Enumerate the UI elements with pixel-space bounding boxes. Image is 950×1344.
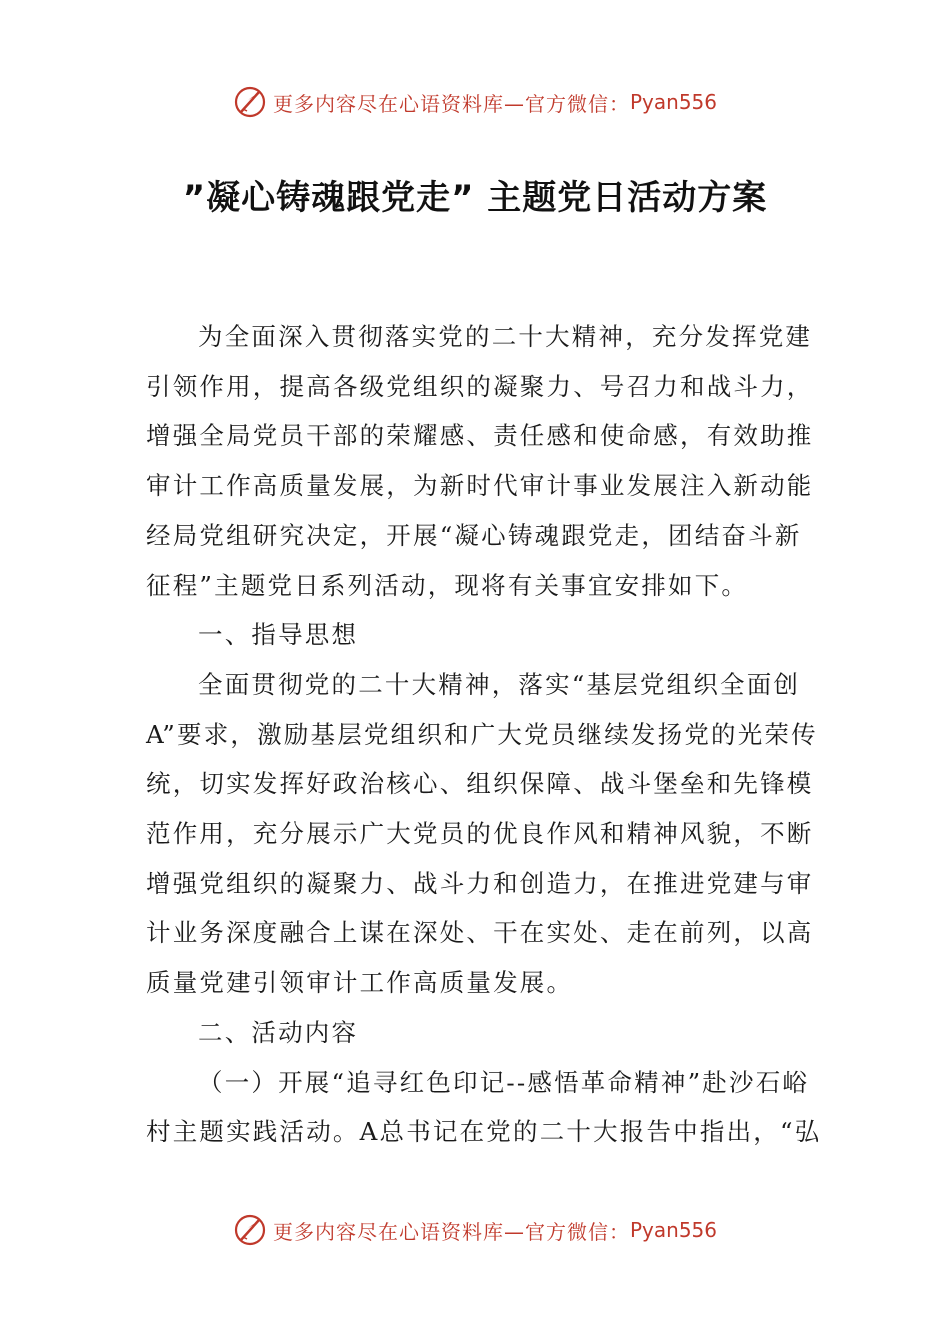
- body-line: 村主题实践活动。A总书记在党的二十大报告中指出，“弘: [146, 1117, 822, 1147]
- body-line: 全面贯彻党的二十大精神，落实“基层党组织全面创: [198, 669, 801, 699]
- document-body: [146, 312, 822, 1157]
- body-line: 经局党组研究决定，开展“凝心铸魂跟党走，团结奋斗新: [146, 520, 802, 550]
- quill-logo-icon: [233, 85, 267, 119]
- watermark-text: 更多内容尽在心语资料库—官方微信：: [272, 91, 630, 116]
- watermark-header: [0, 82, 950, 122]
- watermark-handle: Pyan556: [629, 90, 717, 114]
- body-line: 一、指导思想: [198, 620, 359, 650]
- body-line: 质量党建引领审计工作高质量发展。: [146, 968, 574, 998]
- body-line: A”要求，激励基层党组织和广大党员继续发扬党的光荣传: [146, 719, 818, 749]
- body-line: 引领作用，提高各级党组织的凝聚力、号召力和战斗力，: [146, 371, 814, 401]
- body-line: 增强全局党员干部的荣耀感、责任感和使命感，有效助推: [146, 421, 814, 451]
- page-title: ”凝心铸魂跟党走” 主题党日活动方案: [182, 178, 768, 218]
- watermark-footer: [0, 1210, 950, 1250]
- body-line: 范作用，充分展示广大党员的优良作风和精神风貌，不断: [146, 819, 814, 849]
- body-line: 为全面深入贯彻落实党的二十大精神，充分发挥党建: [198, 322, 813, 351]
- body-line: 统，切实发挥好政治核心、组织保障、战斗堡垒和先锋模: [146, 769, 814, 799]
- body-line: 增强党组织的凝聚力、战斗力和创造力，在推进党建与审: [146, 868, 814, 898]
- quill-logo-icon: [233, 1213, 267, 1247]
- body-line: 审计工作高质量发展，为新时代审计事业发展注入新动能: [146, 471, 814, 501]
- body-line: 二、活动内容: [198, 1017, 359, 1047]
- watermark-handle: Pyan556: [629, 1218, 717, 1242]
- body-line: （一）开展“追寻红色印记--感悟革命精神”赴沙石峪: [198, 1067, 810, 1097]
- body-line: 征程”主题党日系列活动，现将有关事宜安排如下。: [146, 570, 749, 600]
- body-line: 计业务深度融合上谋在深处、干在实处、走在前列，以高: [146, 918, 814, 948]
- watermark-text: 更多内容尽在心语资料库—官方微信：: [272, 1219, 630, 1244]
